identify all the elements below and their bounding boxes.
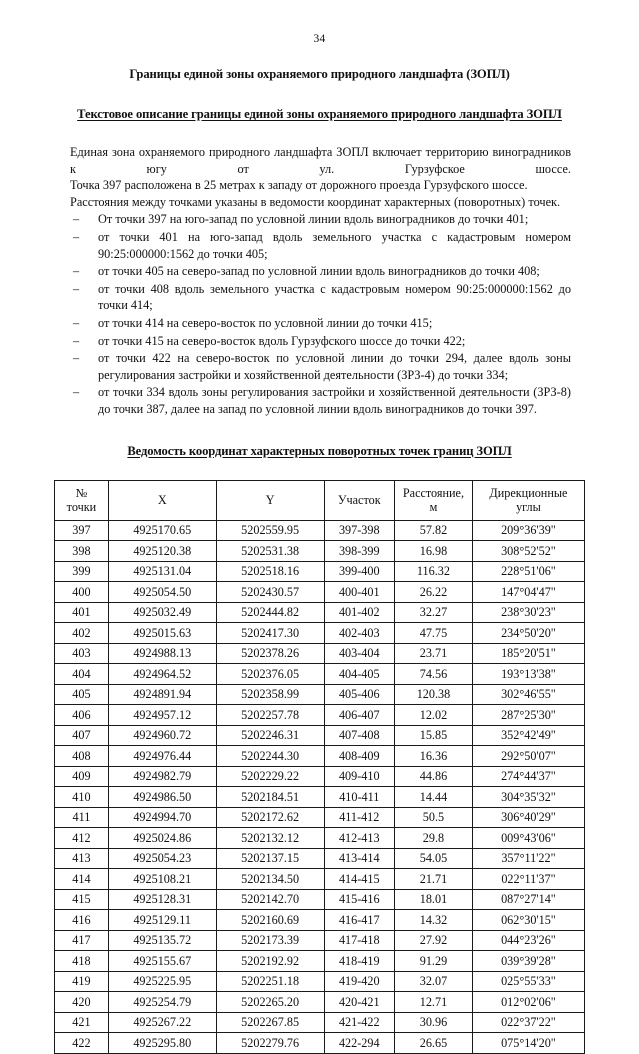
dash-marker: –: [73, 229, 80, 244]
cell-distance: 29.8: [395, 828, 473, 849]
cell-segment: 416-417: [324, 910, 395, 931]
section-heading: Текстовое описание границы единой зоны охраняемого природного ландшафта ЗОПЛ: [77, 107, 562, 121]
table-header: [55, 480, 585, 520]
cell-segment: 407-408: [324, 725, 395, 746]
paragraph-1: Единая зона охраняемого природного ландшафта ЗОПЛ включает территорию виноградников к югу от ул. Гурзуфское шоссе.: [70, 145, 571, 176]
table-row: [55, 520, 585, 541]
cell-bearing: 238°30'23": [472, 602, 584, 623]
boundary-description-list: [70, 211, 571, 417]
table-row: [55, 746, 585, 767]
table-row: [55, 910, 585, 931]
cell-distance: 47.75: [395, 623, 473, 644]
column-header-distance: [395, 480, 473, 520]
cell-bearing: 009°43'06": [472, 828, 584, 849]
list-item: [70, 315, 571, 332]
cell-x: 4924982.79: [108, 766, 216, 787]
list-item-text: от точки 414 на северо-восток по условной линии до точки 415;: [98, 315, 433, 330]
cell-x: 4925267.22: [108, 1012, 216, 1033]
cell-y: 5202378.26: [216, 643, 324, 664]
cell-segment: 397-398: [324, 520, 395, 541]
cell-segment: 403-404: [324, 643, 395, 664]
cell-y: 5202244.30: [216, 746, 324, 767]
cell-y: 5202246.31: [216, 725, 324, 746]
cell-distance: 21.71: [395, 869, 473, 890]
cell-point-number: 398: [55, 541, 109, 562]
cell-point-number: 413: [55, 848, 109, 869]
list-item-text: от точки 401 на юго-запад вдоль земельного участка с кадастровым номером 90:25:000000:1562 до точки 405;: [98, 229, 571, 261]
cell-distance: 91.29: [395, 951, 473, 972]
cell-bearing: 292°50'07": [472, 746, 584, 767]
header-num-word: точки: [66, 500, 97, 514]
cell-distance: 30.96: [395, 1012, 473, 1033]
cell-y: 5202417.30: [216, 623, 324, 644]
list-item-text: от точки 408 вдоль земельного участка с кадастровым номером 90:25:000000:1562 до точки 414;: [98, 281, 571, 313]
cell-bearing: 075°14'20": [472, 1033, 584, 1054]
cell-point-number: 417: [55, 930, 109, 951]
cell-x: 4925131.04: [108, 561, 216, 582]
cell-segment: 405-406: [324, 684, 395, 705]
table-row: [55, 930, 585, 951]
cell-x: 4925128.31: [108, 889, 216, 910]
cell-y: 5202142.70: [216, 889, 324, 910]
cell-x: 4924960.72: [108, 725, 216, 746]
cell-y: 5202430.57: [216, 582, 324, 603]
dash-marker: –: [73, 281, 80, 296]
cell-point-number: 399: [55, 561, 109, 582]
cell-distance: 50.5: [395, 807, 473, 828]
cell-segment: 418-419: [324, 951, 395, 972]
cell-distance: 74.56: [395, 664, 473, 685]
cell-distance: 12.71: [395, 992, 473, 1013]
cell-y: 5202172.62: [216, 807, 324, 828]
cell-x: 4925129.11: [108, 910, 216, 931]
cell-x: 4924891.94: [108, 684, 216, 705]
cell-distance: 12.02: [395, 705, 473, 726]
table-row: [55, 787, 585, 808]
cell-point-number: 422: [55, 1033, 109, 1054]
cell-segment: 411-412: [324, 807, 395, 828]
table-row: [55, 705, 585, 726]
cell-distance: 120.38: [395, 684, 473, 705]
cell-y: 5202531.38: [216, 541, 324, 562]
cell-y: 5202358.99: [216, 684, 324, 705]
table-body: [55, 520, 585, 1053]
dash-marker: –: [73, 212, 80, 227]
cell-distance: 18.01: [395, 889, 473, 910]
cell-x: 4925254.79: [108, 992, 216, 1013]
cell-x: 4925295.80: [108, 1033, 216, 1054]
cell-distance: 44.86: [395, 766, 473, 787]
cell-bearing: 287°25'30": [472, 705, 584, 726]
cell-segment: 398-399: [324, 541, 395, 562]
cell-point-number: 407: [55, 725, 109, 746]
cell-distance: 23.71: [395, 643, 473, 664]
cell-y: 5202132.12: [216, 828, 324, 849]
header-bearing-line2: углы: [516, 500, 541, 514]
paragraph-3: Расстояния между точками указаны в ведомости координат характерных (поворотных) точек.: [70, 194, 561, 209]
table-row: [55, 541, 585, 562]
header-num-symbol: №: [75, 486, 88, 500]
cell-point-number: 418: [55, 951, 109, 972]
cell-bearing: 087°27'14": [472, 889, 584, 910]
cell-point-number: 415: [55, 889, 109, 910]
list-item: [70, 333, 571, 350]
cell-y: 5202184.51: [216, 787, 324, 808]
cell-y: 5202173.39: [216, 930, 324, 951]
cell-distance: 16.98: [395, 541, 473, 562]
cell-segment: 413-414: [324, 848, 395, 869]
cell-distance: 116.32: [395, 561, 473, 582]
list-item: [70, 281, 571, 314]
table-header-row: [55, 480, 585, 520]
dash-marker: –: [73, 351, 80, 366]
document-page: [0, 33, 639, 1050]
cell-distance: 57.82: [395, 520, 473, 541]
cell-segment: 421-422: [324, 1012, 395, 1033]
cell-bearing: 022°11'37": [472, 869, 584, 890]
dash-marker: –: [73, 333, 80, 348]
cell-point-number: 406: [55, 705, 109, 726]
cell-bearing: 228°51'06": [472, 561, 584, 582]
cell-x: 4925054.23: [108, 848, 216, 869]
list-item: [70, 211, 571, 228]
cell-segment: 412-413: [324, 828, 395, 849]
table-row: [55, 869, 585, 890]
cell-point-number: 403: [55, 643, 109, 664]
column-header-x: X: [108, 480, 216, 520]
table-row: [55, 725, 585, 746]
cell-x: 4924988.13: [108, 643, 216, 664]
header-bearing-line1: Дирекционные: [489, 486, 568, 500]
cell-bearing: 234°50'20": [472, 623, 584, 644]
cell-point-number: 421: [55, 1012, 109, 1033]
cell-x: 4924986.50: [108, 787, 216, 808]
cell-bearing: 306°40'29": [472, 807, 584, 828]
cell-distance: 14.44: [395, 787, 473, 808]
cell-x: 4925054.50: [108, 582, 216, 603]
cell-x: 4924964.52: [108, 664, 216, 685]
cell-point-number: 414: [55, 869, 109, 890]
cell-segment: 400-401: [324, 582, 395, 603]
table-row: [55, 951, 585, 972]
list-item: [70, 384, 571, 417]
cell-segment: 420-421: [324, 992, 395, 1013]
cell-point-number: 410: [55, 787, 109, 808]
table-caption: Ведомость координат характерных поворотных точек границ ЗОПЛ: [127, 443, 512, 458]
cell-y: 5202518.16: [216, 561, 324, 582]
cell-point-number: 402: [55, 623, 109, 644]
table-row: [55, 766, 585, 787]
cell-distance: 14.32: [395, 910, 473, 931]
cell-bearing: 308°52'52": [472, 541, 584, 562]
table-row: [55, 602, 585, 623]
column-header-y: Y: [216, 480, 324, 520]
cell-y: 5202251.18: [216, 971, 324, 992]
list-item-text: от точки 405 на северо-запад по условной линии вдоль виноградников до точки 408;: [98, 264, 540, 279]
cell-x: 4924957.12: [108, 705, 216, 726]
column-header-point-number: [55, 480, 109, 520]
cell-x: 4925032.49: [108, 602, 216, 623]
cell-y: 5202265.20: [216, 992, 324, 1013]
table-row: [55, 623, 585, 644]
table-row: [55, 643, 585, 664]
cell-y: 5202257.78: [216, 705, 324, 726]
cell-y: 5202444.82: [216, 602, 324, 623]
cell-y: 5202134.50: [216, 869, 324, 890]
cell-x: 4925015.63: [108, 623, 216, 644]
list-item: [70, 229, 571, 262]
page-number: 34: [313, 33, 326, 45]
list-item-text: От точки 397 на юго-запад по условной линии вдоль виноградников до точки 401;: [98, 212, 529, 227]
table-row: [55, 992, 585, 1013]
cell-y: 5202229.22: [216, 766, 324, 787]
cell-y: 5202137.15: [216, 848, 324, 869]
table-row: [55, 684, 585, 705]
cell-y: 5202267.85: [216, 1012, 324, 1033]
list-item: [70, 350, 571, 383]
cell-distance: 27.92: [395, 930, 473, 951]
cell-point-number: 400: [55, 582, 109, 603]
table-row: [55, 889, 585, 910]
cell-bearing: 039°39'28": [472, 951, 584, 972]
cell-y: 5202192.92: [216, 951, 324, 972]
cell-y: 5202376.05: [216, 664, 324, 685]
cell-y: 5202279.76: [216, 1033, 324, 1054]
cell-segment: 409-410: [324, 766, 395, 787]
cell-x: 4925024.86: [108, 828, 216, 849]
cell-bearing: 025°55'33": [472, 971, 584, 992]
cell-point-number: 405: [55, 684, 109, 705]
header-distance-line1: Расстояние,: [402, 486, 465, 500]
cell-distance: 54.05: [395, 848, 473, 869]
cell-x: 4925108.21: [108, 869, 216, 890]
cell-bearing: 302°46'55": [472, 684, 584, 705]
cell-x: 4925135.72: [108, 930, 216, 951]
page-title: Границы единой зоны охраняемого природного ландшафта (ЗОПЛ): [129, 67, 510, 81]
cell-segment: 410-411: [324, 787, 395, 808]
dash-marker: –: [73, 385, 80, 400]
cell-point-number: 411: [55, 807, 109, 828]
column-header-bearing: [472, 480, 584, 520]
cell-distance: 15.85: [395, 725, 473, 746]
column-header-segment: Участок: [324, 480, 395, 520]
cell-segment: 414-415: [324, 869, 395, 890]
cell-point-number: 408: [55, 746, 109, 767]
body-text: [70, 144, 571, 418]
cell-segment: 402-403: [324, 623, 395, 644]
cell-distance: 26.22: [395, 582, 473, 603]
list-item: [70, 263, 571, 280]
list-item-text: от точки 422 на северо-восток по условной линии до точки 294, далее вдоль зоны регулирования застройки и хозяйственной деятельности (ЗРЗ-4) до точки 334;: [98, 351, 571, 382]
cell-bearing: 193°13'38": [472, 664, 584, 685]
cell-bearing: 352°42'49": [472, 725, 584, 746]
cell-segment: 399-400: [324, 561, 395, 582]
cell-point-number: 397: [55, 520, 109, 541]
cell-segment: 419-420: [324, 971, 395, 992]
table-row: [55, 848, 585, 869]
cell-point-number: 420: [55, 992, 109, 1013]
cell-x: 4925170.65: [108, 520, 216, 541]
cell-y: 5202160.69: [216, 910, 324, 931]
cell-bearing: 185°20'51": [472, 643, 584, 664]
cell-bearing: 147°04'47": [472, 582, 584, 603]
table-row: [55, 664, 585, 685]
cell-point-number: 419: [55, 971, 109, 992]
paragraph-2: Точка 397 расположена в 25 метрах к западу от дорожного проезда Гурзуфского шоссе.: [70, 178, 528, 193]
table-row: [55, 1012, 585, 1033]
list-item-text: от точки 334 вдоль зоны регулирования застройки и хозяйственной деятельности (ЗРЗ-8) до точки 387, далее на запад по условной линии вдоль виноградников до точки 397.: [98, 385, 571, 416]
coordinates-table: [54, 480, 585, 1054]
cell-segment: 404-405: [324, 664, 395, 685]
cell-segment: 406-407: [324, 705, 395, 726]
cell-bearing: 012°02'06": [472, 992, 584, 1013]
table-row: [55, 971, 585, 992]
cell-bearing: 274°44'37": [472, 766, 584, 787]
cell-point-number: 416: [55, 910, 109, 931]
cell-bearing: 044°23'26": [472, 930, 584, 951]
cell-segment: 401-402: [324, 602, 395, 623]
cell-distance: 26.65: [395, 1033, 473, 1054]
cell-segment: 408-409: [324, 746, 395, 767]
cell-bearing: 022°37'22": [472, 1012, 584, 1033]
list-item-text: от точки 415 на северо-восток вдоль Гурзуфского шоссе до точки 422;: [98, 333, 466, 348]
cell-distance: 16.36: [395, 746, 473, 767]
cell-x: 4925225.95: [108, 971, 216, 992]
table-row: [55, 807, 585, 828]
cell-bearing: 304°35'32": [472, 787, 584, 808]
table-row: [55, 582, 585, 603]
cell-segment: 417-418: [324, 930, 395, 951]
cell-y: 5202559.95: [216, 520, 324, 541]
cell-segment: 415-416: [324, 889, 395, 910]
cell-bearing: 062°30'15": [472, 910, 584, 931]
cell-bearing: 357°11'22": [472, 848, 584, 869]
cell-x: 4924976.44: [108, 746, 216, 767]
cell-point-number: 409: [55, 766, 109, 787]
table-row: [55, 828, 585, 849]
cell-point-number: 401: [55, 602, 109, 623]
cell-x: 4924994.70: [108, 807, 216, 828]
table-row: [55, 561, 585, 582]
dash-marker: –: [73, 315, 80, 330]
header-distance-line2: м: [429, 500, 438, 514]
dash-marker: –: [73, 264, 80, 279]
cell-distance: 32.27: [395, 602, 473, 623]
cell-segment: 422-294: [324, 1033, 395, 1054]
cell-distance: 32.07: [395, 971, 473, 992]
cell-x: 4925155.67: [108, 951, 216, 972]
cell-point-number: 412: [55, 828, 109, 849]
cell-point-number: 404: [55, 664, 109, 685]
cell-bearing: 209°36'39": [472, 520, 584, 541]
table-row: [55, 1033, 585, 1054]
cell-x: 4925120.38: [108, 541, 216, 562]
